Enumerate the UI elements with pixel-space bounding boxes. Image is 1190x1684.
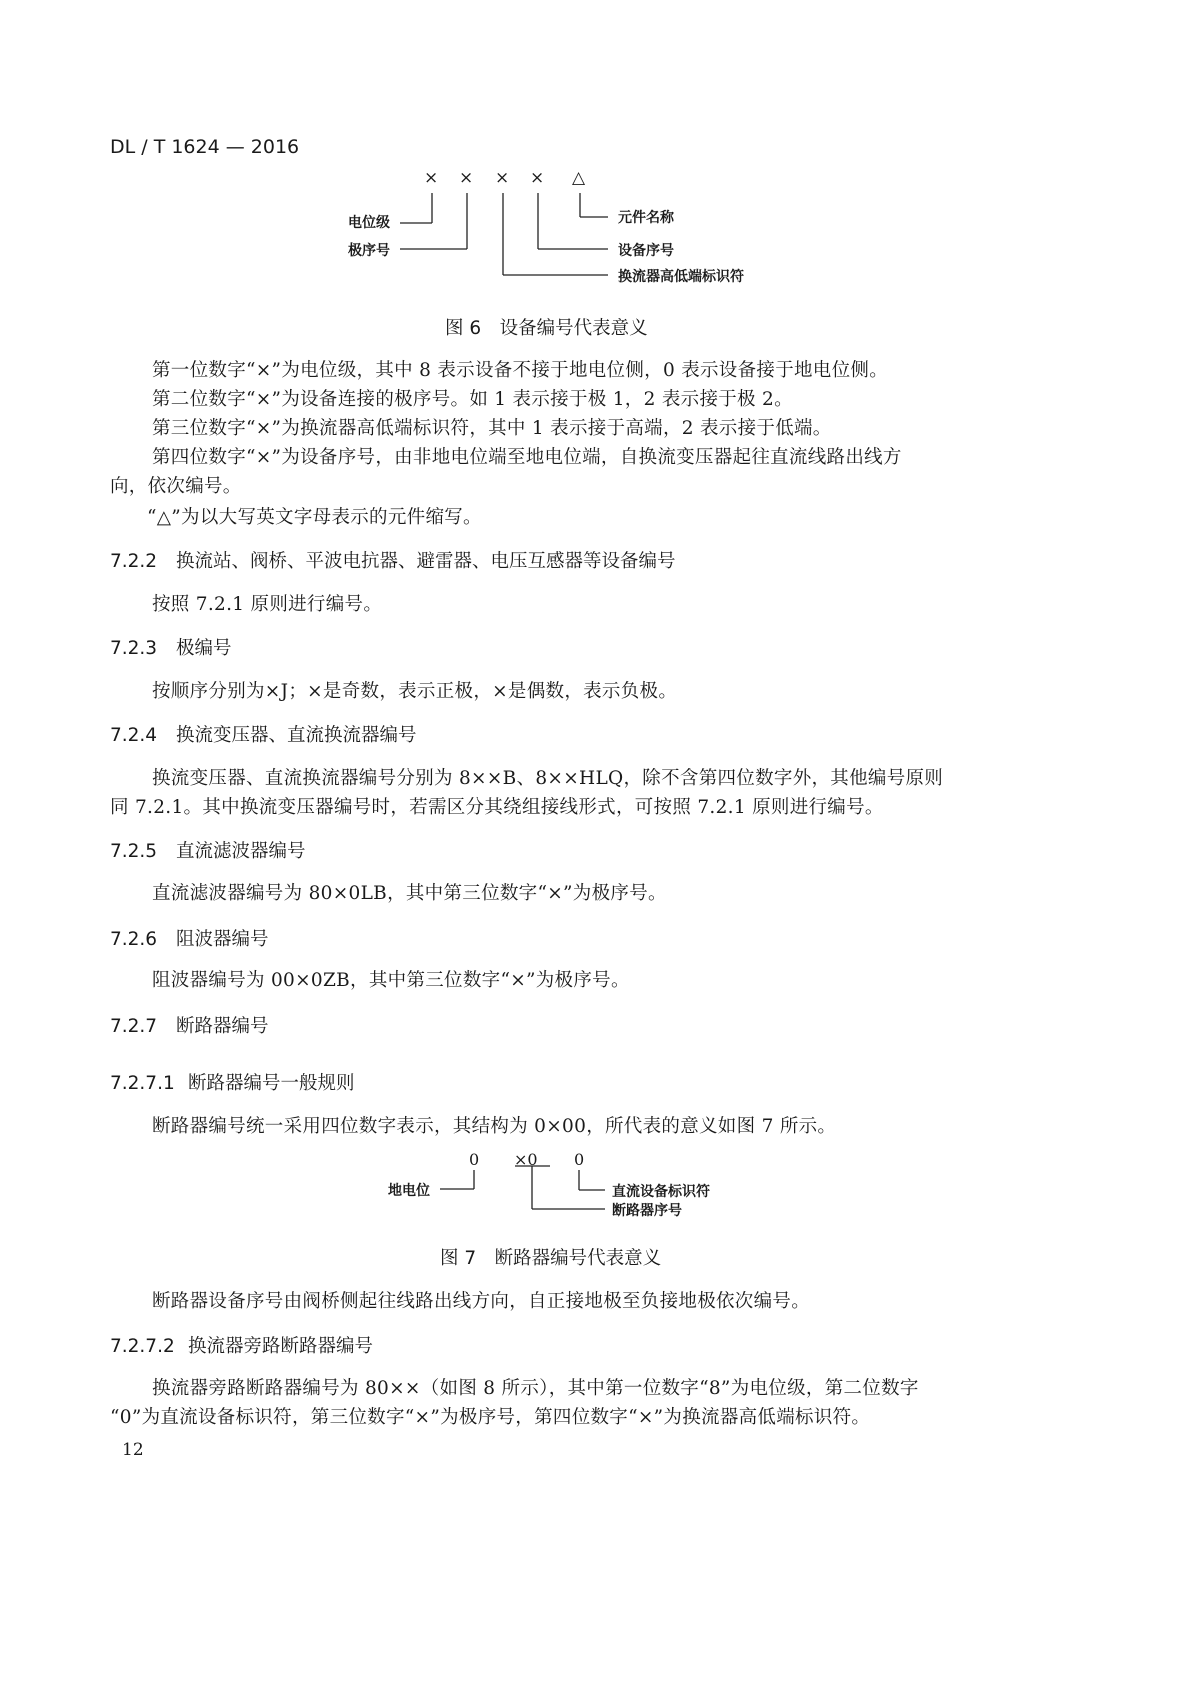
body-7-2-7-1: 断路器编号统一采用四位数字表示，其结构为 0×00，所代表的意义如图 7 所示。: [152, 1116, 837, 1137]
body-7-2-4-line1: 换流变压器、直流换流器编号分别为 8××B、8××HLQ，除不含第四位数字外，其他编号原则: [152, 768, 944, 789]
fig6-label-converter: 换流器高低端标识符: [618, 269, 744, 285]
body-7-2-3: 按顺序分别为×J；×是奇数，表示正极，×是偶数，表示负极。: [152, 681, 678, 702]
para-digit-2: 第二位数字“×”为设备连接的极序号。如 1 表示接于极 1，2 表示接于极 2。: [152, 389, 793, 410]
fig7-label-ground: 地电位: [388, 1183, 430, 1199]
fig7-mark-1: 0: [469, 1150, 480, 1169]
heading-7-2-6: 7.2.6 阻波器编号: [110, 929, 269, 950]
fig7-mark-3: 0: [574, 1150, 585, 1169]
fig6-mark-5: △: [572, 168, 586, 188]
para-after-fig7: 断路器设备序号由阀桥侧起往线路出线方向，自正接地极至负接地极依次编号。: [152, 1291, 811, 1312]
heading-7-2-3: 7.2.3 极编号: [110, 638, 232, 659]
figure-7-caption: 图 7 断路器编号代表意义: [440, 1248, 662, 1269]
fig7-label-breaker: 断路器序号: [612, 1203, 682, 1219]
fig6-label-potential: 电位级: [348, 215, 390, 231]
fig6-mark-2: ×: [459, 168, 474, 188]
body-7-2-7-2-line1: 换流器旁路断路器编号为 80××（如图 8 所示），其中第一位数字“8”为电位级，第二位数字: [152, 1378, 919, 1399]
fig6-label-device: 设备序号: [618, 243, 674, 259]
heading-7-2-5: 7.2.5 直流滤波器编号: [110, 841, 306, 862]
fig6-label-pole: 极序号: [348, 243, 390, 259]
fig6-mark-3: ×: [495, 168, 510, 188]
figure-6-caption: 图 6 设备编号代表意义: [445, 318, 648, 339]
para-digit-4-cont: 向，依次编号。: [110, 476, 242, 497]
body-7-2-7-2-line2: “0”为直流设备标识符，第三位数字“×”为极序号，第四位数字“×”为换流器高低端标识符。: [110, 1407, 871, 1428]
fig7-mark-2: ×0: [514, 1150, 538, 1169]
fig6-label-component: 元件名称: [618, 210, 674, 226]
body-7-2-5: 直流滤波器编号为 80×0LB，其中第三位数字“×”为极序号。: [152, 883, 667, 904]
body-7-2-6: 阻波器编号为 00×0ZB，其中第三位数字“×”为极序号。: [152, 970, 630, 991]
doc-header: DL / T 1624 — 2016: [110, 136, 300, 158]
para-digit-4: 第四位数字“×”为设备序号，由非地电位端至地电位端，自换流变压器起往直流线路出线方: [152, 447, 902, 468]
para-digit-1: 第一位数字“×”为电位级，其中 8 表示设备不接于地电位侧，0 表示设备接于地电位侧。: [152, 360, 889, 381]
body-7-2-2: 按照 7.2.1 原则进行编号。: [152, 594, 383, 615]
body-7-2-4-line2: 同 7.2.1。其中换流变压器编号时，若需区分其绕组接线形式，可按照 7.2.1 原则进行编号。: [110, 797, 884, 818]
para-triangle: “△”为以大写英文字母表示的元件缩写。: [147, 507, 482, 528]
para-digit-3: 第三位数字“×”为换流器高低端标识符，其中 1 表示接于高端，2 表示接于低端。: [152, 418, 832, 439]
heading-7-2-7-1: 7.2.7.1 断路器编号一般规则: [110, 1073, 355, 1094]
heading-7-2-7-2: 7.2.7.2 换流器旁路断路器编号: [110, 1336, 374, 1357]
fig7-label-dc-id: 直流设备标识符: [612, 1184, 710, 1200]
heading-7-2-4: 7.2.4 换流变压器、直流换流器编号: [110, 725, 417, 746]
page-number: 12: [122, 1440, 144, 1460]
heading-7-2-7: 7.2.7 断路器编号: [110, 1016, 269, 1037]
fig6-mark-1: ×: [424, 168, 439, 188]
fig6-mark-4: ×: [530, 168, 545, 188]
heading-7-2-2: 7.2.2 换流站、阀桥、平波电抗器、避雷器、电压互感器等设备编号: [110, 551, 676, 572]
